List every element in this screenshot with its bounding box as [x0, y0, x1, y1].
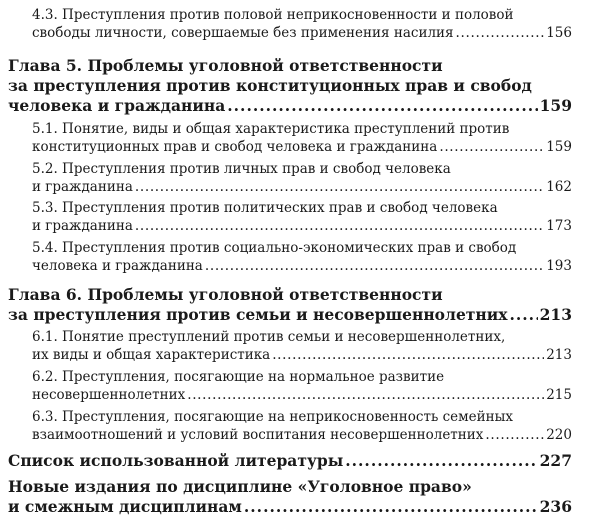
toc-entry-title-line: и гражданина	[32, 179, 133, 195]
toc-chapter-last-line	[8, 305, 572, 325]
toc-chapter-last-line	[8, 497, 572, 517]
toc-entry-title-line: 5.3. Преступления против политических прав и свобод человека	[32, 200, 498, 216]
dot-leader	[205, 257, 544, 275]
toc-entry-last-line	[32, 24, 572, 42]
toc-chapter-title-line: Список использованной литературы	[8, 451, 344, 470]
toc-entry-last-line	[32, 217, 572, 235]
toc-entry-title-line: 6.1. Понятие преступлений против семьи и несовершеннолетних,	[32, 329, 506, 345]
toc-chapter-title-line: и смежным дисциплинам	[8, 497, 242, 516]
toc-entry-title-line: 5.2. Преступления против личных прав и свобод человека	[32, 161, 451, 177]
toc-entry-title-line: конституционных прав и свобод человека и гражданина	[32, 139, 438, 155]
toc-page-number: 156	[546, 25, 572, 41]
toc-page-number: 236	[539, 497, 572, 516]
toc-chapter-title-line: за преступления против семьи и несовершеннолетних	[8, 305, 508, 324]
toc-entry-title-line: 5.4. Преступления против социально-экономических прав и свобод	[32, 240, 517, 256]
toc-entry-title-line: 4.3. Преступления против половой неприкосновенности и половой	[32, 7, 514, 23]
toc-entry-title-line: человека и гражданина	[32, 258, 203, 274]
toc-page-number: 213	[539, 305, 572, 324]
toc-entry-last-line	[32, 426, 572, 444]
dot-leader	[456, 24, 545, 42]
toc-page-number: 162	[546, 179, 572, 195]
dot-leader	[227, 96, 537, 116]
toc-entry-last-line	[32, 386, 572, 404]
toc-entry-title-line: свободы личности, совершаемые без применения насилия	[32, 25, 454, 41]
toc-page-number: 213	[546, 347, 572, 363]
toc-page-number: 215	[546, 387, 572, 403]
toc-entry-last-line	[32, 346, 572, 364]
toc-page-number: 193	[546, 258, 572, 274]
dot-leader	[244, 497, 538, 517]
toc-chapter-last-line	[8, 96, 572, 116]
toc-entry-title-line: несовершеннолетних	[32, 387, 186, 403]
toc-page-number: 173	[546, 218, 572, 234]
dot-leader	[135, 178, 544, 196]
toc-page-number: 159	[546, 139, 572, 155]
toc-entry-last-line	[32, 178, 572, 196]
dot-leader	[439, 138, 544, 156]
dot-leader	[485, 426, 544, 444]
toc-chapter-title-line: Новые издания по дисциплине «Уголовное право»	[8, 477, 472, 496]
toc-chapter-last-line	[8, 451, 572, 471]
toc-entry-title-line: их виды и общая характеристика	[32, 347, 271, 363]
toc-entry-title-line: 6.2. Преступления, посягающие на нормальное развитие	[32, 369, 445, 385]
toc-entry-title-line: 5.1. Понятие, виды и общая характеристика преступлений против	[32, 121, 510, 137]
toc-page-number: 159	[539, 96, 572, 115]
dot-leader	[272, 346, 544, 364]
dot-leader	[135, 217, 544, 235]
toc-chapter-title-line: Глава 5. Проблемы уголовной ответственности	[8, 56, 443, 75]
dot-leader	[187, 386, 544, 404]
toc-chapter-title-line: за преступления против конституционных прав и свобод	[8, 76, 532, 95]
toc-entry-title-line: взаимоотношений и условий воспитания несовершеннолетних	[32, 427, 484, 443]
dot-leader	[345, 451, 537, 471]
toc-entry-last-line	[32, 257, 572, 275]
toc-page-number: 227	[539, 451, 572, 470]
toc-entry-last-line	[32, 138, 572, 156]
toc-chapter-title-line: человека и гражданина	[8, 96, 226, 115]
dot-leader	[510, 305, 538, 325]
toc-page-number: 220	[546, 427, 572, 443]
toc-chapter-title-line: Глава 6. Проблемы уголовной ответственности	[8, 285, 443, 304]
toc-entry-title-line: и гражданина	[32, 218, 133, 234]
toc-entry-title-line: 6.3. Преступления, посягающие на неприкосновенность семейных	[32, 409, 513, 425]
